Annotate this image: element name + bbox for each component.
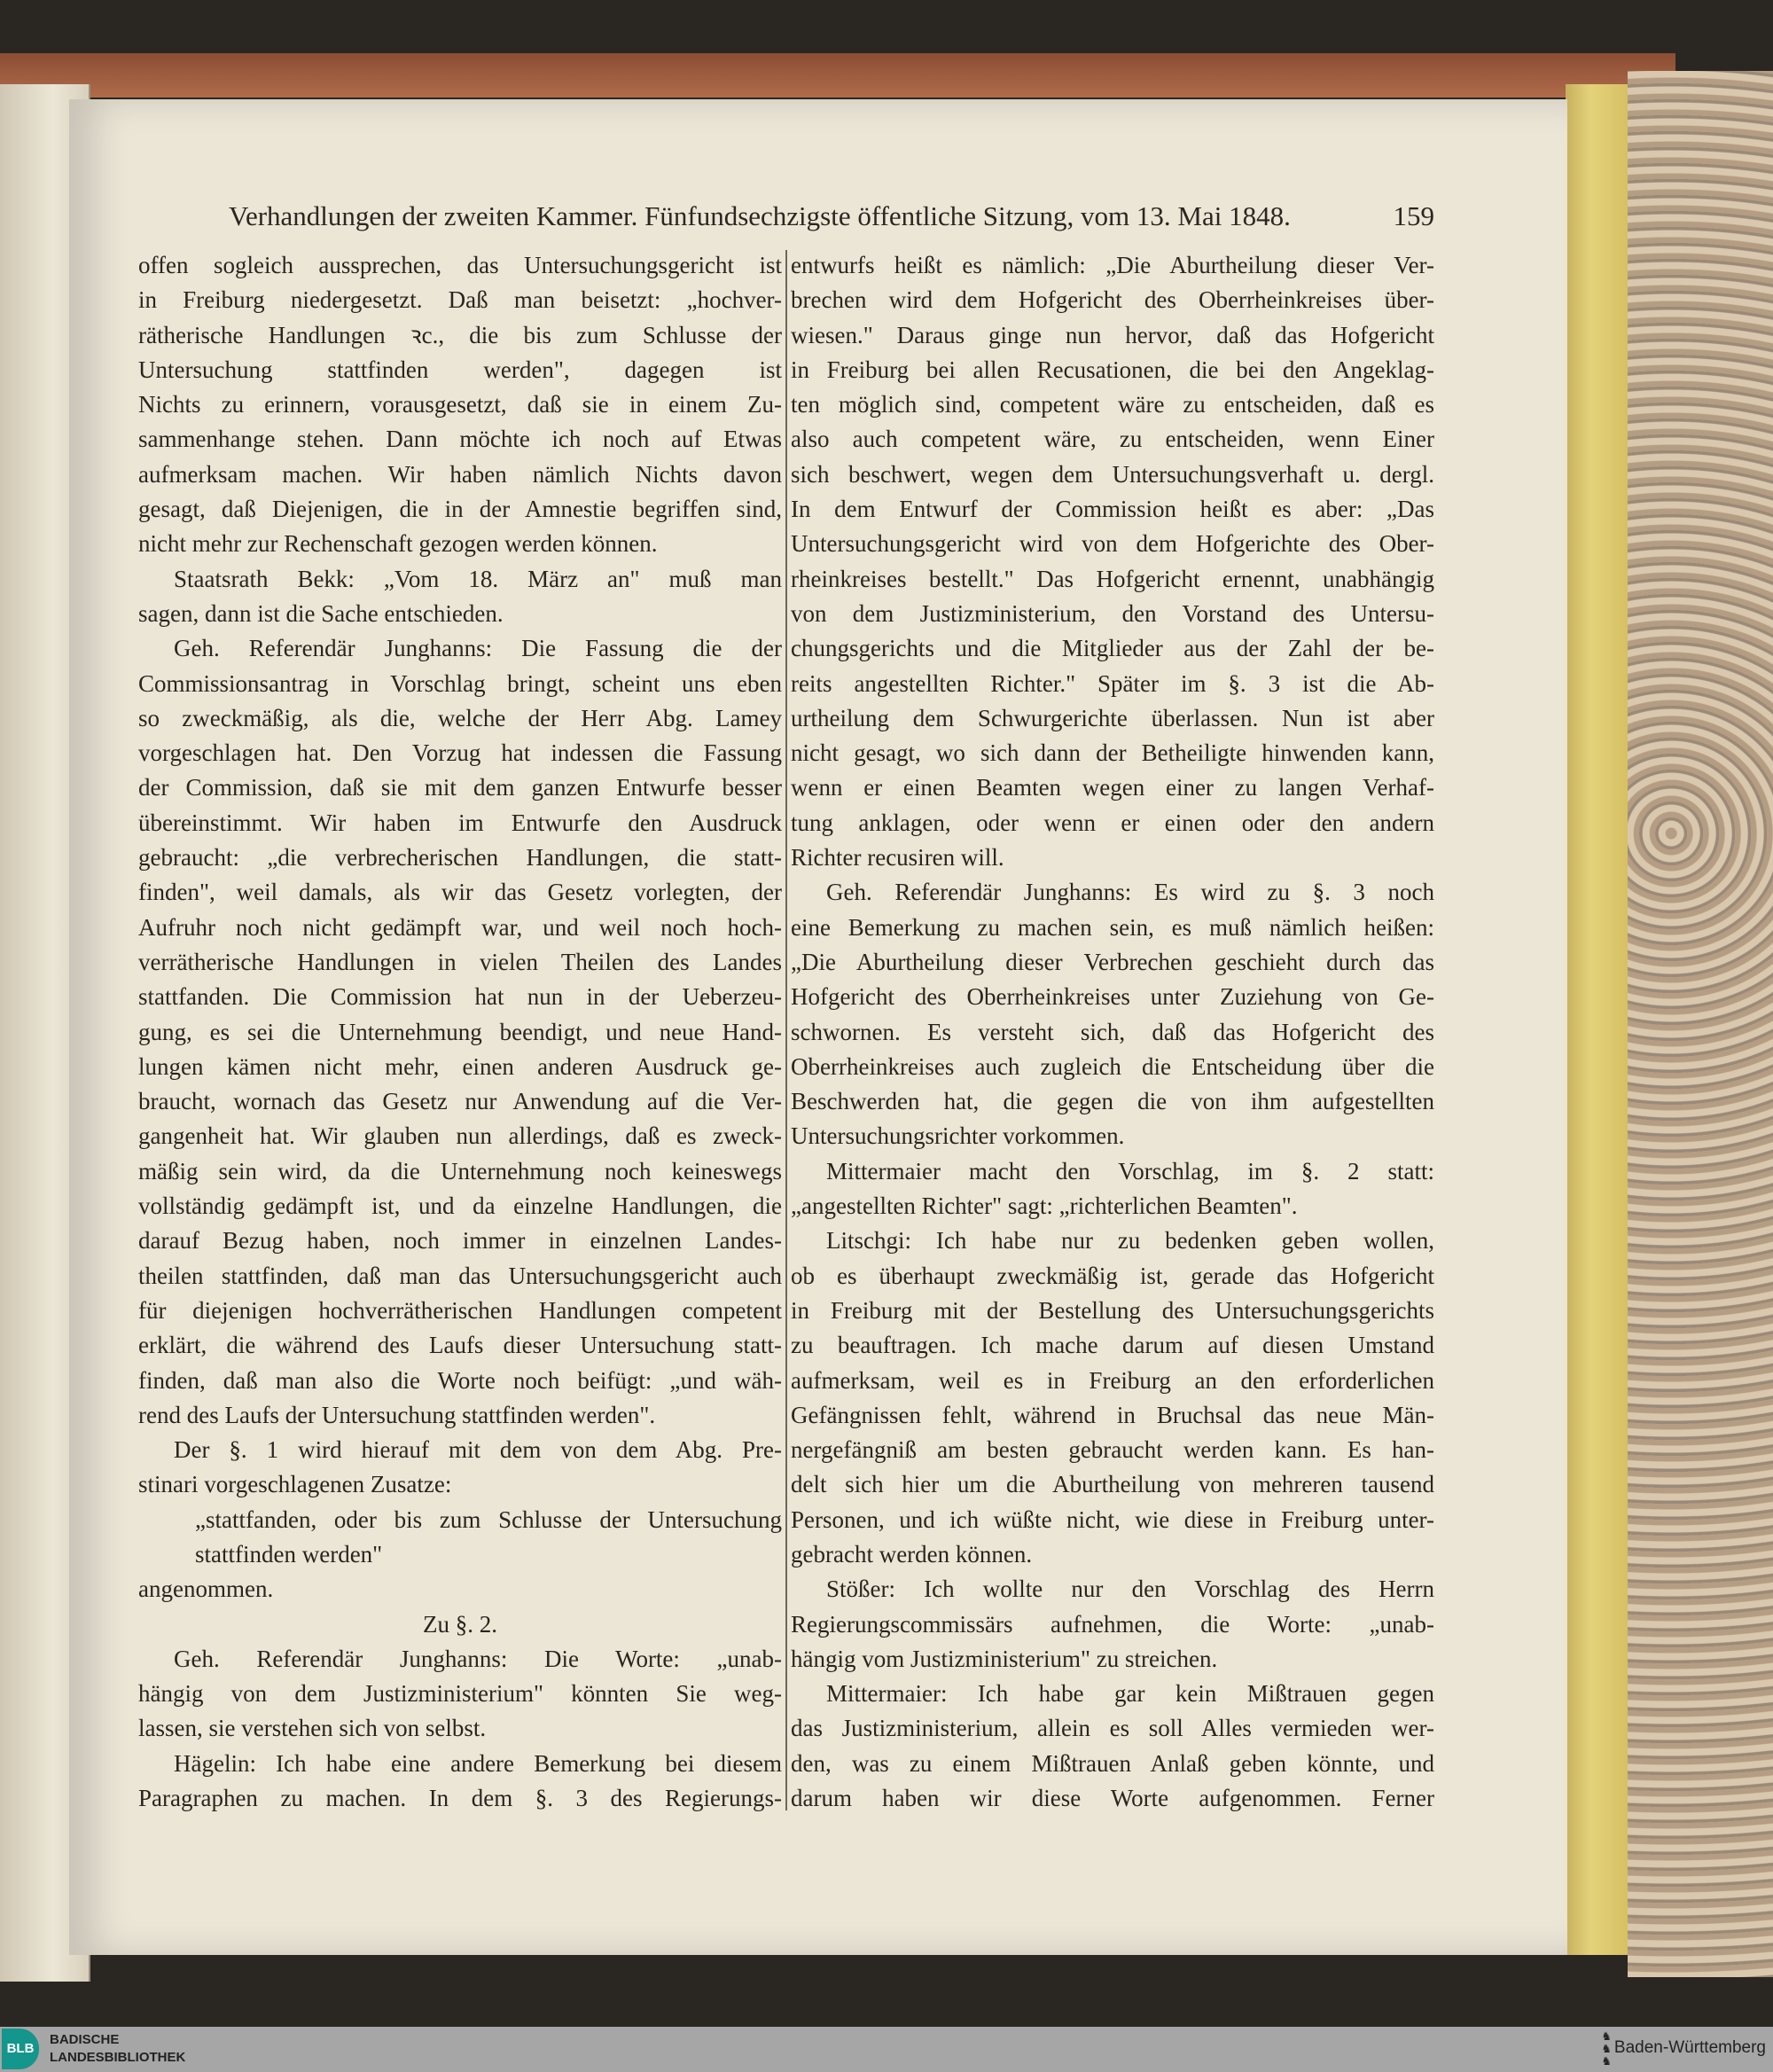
text-line: ten möglich sind, competent wäre zu entscheiden, daß es	[791, 391, 1434, 418]
text-line: finden, daß man also die Worte noch beifügt: „und wäh-	[138, 1366, 782, 1394]
text-line: der Commission, daß sie mit dem ganzen Entwurfe besser	[138, 774, 782, 801]
text-line: hängig von dem Justizministerium" könnten Sie weg-	[138, 1680, 782, 1708]
page-number: 159	[1393, 200, 1434, 231]
text-line: Regierungscommissärs aufnehmen, die Worte: „unab-	[791, 1610, 1434, 1638]
library-name-line2: LANDESBIBLIOTHEK	[50, 2050, 186, 2065]
text-line: Geh. Referendär Junghanns: Die Fassung die der	[174, 635, 782, 662]
text-line: ob es überhaupt zweckmäßig ist, gerade das Hofgericht	[791, 1262, 1434, 1289]
text-line: Staatsrath Bekk: „Vom 18. März an" muß man	[174, 565, 782, 592]
text-line: mäßig sein wird, da die Unternehmung noch keineswegs	[138, 1157, 782, 1185]
text-line: „angestellten Richter" sagt: „richterlichen Beamten".	[791, 1192, 1298, 1220]
text-line: tung anklagen, oder wenn er einen oder den andern	[791, 809, 1434, 836]
text-line: zu beauftragen. Ich mache darum auf diesen Umstand	[791, 1332, 1434, 1359]
text-line: verrätherische Handlungen in vielen Theilen des Landes	[138, 948, 782, 975]
text-line: Litschgi: Ich habe nur zu bedenken geben wollen,	[826, 1227, 1434, 1255]
library-name-line1: BADISCHE	[50, 2032, 120, 2047]
text-line: darauf Bezug haben, noch immer in einzelnen Landes-	[138, 1227, 782, 1255]
text-line: also auch competent wäre, zu entscheiden, wenn Einer	[791, 426, 1434, 453]
blb-logo[interactable]: BLB	[2, 2029, 39, 2069]
column-divider	[785, 250, 787, 1810]
text-line: nicht mehr zur Rechenschaft gezogen werden können.	[138, 530, 658, 558]
text-line: aufmerksam, weil es in Freiburg an den erforderlichen	[791, 1366, 1434, 1394]
text-line: Commissionsantrag in Vorschlag bringt, scheint uns eben	[138, 669, 782, 697]
footer-bar	[0, 2027, 1773, 2072]
text-line: eine Bemerkung zu machen sein, es muß nämlich heißen:	[791, 913, 1434, 941]
state-name[interactable]: Baden-Württemberg	[1613, 2038, 1766, 2057]
text-line: stattfinden werden"	[195, 1540, 383, 1568]
text-line: brechen wird dem Hofgericht des Oberrheinkreises über-	[791, 286, 1434, 314]
text-line: aufmerksam machen. Wir haben nämlich Nichts davon	[138, 460, 782, 488]
text-line: so zweckmäßig, als die, welche der Herr Abg. Lamey	[138, 704, 782, 731]
text-line: lassen, sie verstehen sich von selbst.	[138, 1715, 487, 1742]
text-line: Mittermaier: Ich habe gar kein Mißtrauen gegen	[826, 1680, 1434, 1708]
text-line: Oberrheinkreises auch zugleich die Entscheidung über die	[791, 1052, 1434, 1080]
text-line: lungen kämen nicht mehr, einen anderen Ausdruck ge-	[138, 1052, 782, 1080]
text-line: Geh. Referendär Junghanns: Die Worte: „unab-	[174, 1645, 782, 1672]
text-line: für diejenigen hochverrätherischen Handlungen competent	[138, 1296, 782, 1324]
right-column	[791, 248, 1434, 1816]
left-column	[138, 248, 782, 1816]
text-line: Hägelin: Ich habe eine andere Bemerkung bei diesem	[174, 1749, 782, 1777]
text-line: Personen, und ich wüßte nicht, wie diese in Freiburg unter-	[791, 1505, 1434, 1533]
text-line: In dem Entwurf der Commission heißt es aber: „Das	[791, 496, 1434, 523]
text-line: rheinkreises bestellt." Das Hofgericht ernennt, unabhängig	[791, 565, 1434, 592]
text-line: Untersuchungsrichter vorkommen.	[791, 1122, 1125, 1150]
text-line: das Justizministerium, allein es soll Alles vermieden wer-	[791, 1715, 1434, 1742]
text-line: chungsgerichts und die Mitglieder aus der Zahl der be-	[791, 635, 1434, 662]
text-line: stattfanden. Die Commission hat nun in der Ueberzeu-	[138, 983, 782, 1011]
text-line: übereinstimmt. Wir haben im Entwurfe den Ausdruck	[138, 809, 782, 836]
text-line: gesagt, daß Diejenigen, die in der Amnestie begriffen sind,	[138, 496, 782, 523]
text-line: wenn er einen Beamten wegen einer zu langen Verhaf-	[791, 774, 1434, 801]
text-line: Geh. Referendär Junghanns: Es wird zu §. 3 noch	[826, 879, 1434, 906]
text-line: Nichts zu erinnern, vorausgesetzt, daß sie in einem Zu-	[138, 391, 782, 418]
text-line: angenommen.	[138, 1576, 274, 1603]
text-line: in Freiburg niedergesetzt. Daß man beisetzt: „hochver-	[138, 286, 782, 314]
text-line: von dem Justizministerium, den Vorstand des Untersu-	[791, 599, 1434, 627]
book-spine	[0, 53, 1675, 98]
text-line: gebracht werden können.	[791, 1540, 1033, 1568]
text-line: „Die Aburtheilung dieser Verbrechen geschieht durch das	[791, 948, 1434, 975]
text-line: vorgeschlagen hat. Den Vorzug hat indessen die Fassung	[138, 739, 782, 767]
text-line: urtheilung dem Schwurgerichte überlassen. Nun ist aber	[791, 704, 1434, 731]
text-line: wiesen." Daraus ginge nun hervor, daß das Hofgericht	[791, 321, 1434, 348]
text-line: Hofgericht des Oberrheinkreises unter Zuziehung von Ge-	[791, 983, 1434, 1011]
header-title: Verhandlungen der zweiten Kammer. Fünfundsechzigste öffentliche Sitzung, vom 13. Mai 1848.	[229, 200, 1291, 231]
text-line: offen sogleich aussprechen, das Untersuchungsgericht ist	[138, 252, 782, 278]
text-line: sagen, dann ist die Sache entschieden.	[138, 599, 504, 627]
text-line: Untersuchung stattfinden werden", dagegen ist	[138, 356, 782, 383]
text-line: stinari vorgeschlagenen Zusatze:	[138, 1471, 452, 1498]
text-line: in Freiburg mit der Bestellung des Untersuchungsgerichts	[791, 1296, 1434, 1324]
text-line: gangenheit hat. Wir glauben nun allerdings, daß es zweck-	[138, 1122, 782, 1150]
text-line: Gefängnissen fehlt, während in Bruchsal das neue Män-	[791, 1401, 1434, 1428]
text-line: gung, es sei die Unternehmung beendigt, und neue Hand-	[138, 1018, 782, 1045]
text-line: theilen stattfinden, daß man das Untersuchungsgericht auch	[138, 1262, 782, 1289]
state-lions-icon: ♞ ♞ ♞	[1601, 2029, 1612, 2068]
text-line: schwornen. Es versteht sich, daß das Hofgericht des	[791, 1018, 1434, 1045]
text-line: in Freiburg bei allen Recusationen, die bei den Angeklag-	[791, 356, 1434, 383]
section-heading: Zu §. 2.	[423, 1610, 497, 1638]
text-line: reits angestellten Richter." Später im §. 3 ist die Ab-	[791, 669, 1434, 697]
text-line: Aufruhr noch nicht gedämpft war, und weil noch hoch-	[138, 913, 782, 941]
gilt-page-edges	[1566, 84, 1628, 1955]
text-line: braucht, wornach das Gesetz nur Anwendung auf die Ver-	[138, 1088, 782, 1115]
library-name	[50, 2031, 185, 2067]
text-line: erklärt, die während des Laufs dieser Untersuchung statt-	[138, 1332, 782, 1359]
text-line: rätherische Handlungen ꝛc., die bis zum Schlusse der	[138, 321, 782, 348]
text-line: sich beschwert, wegen dem Untersuchungsverhaft u. dergl.	[791, 460, 1434, 488]
text-line: nicht gesagt, wo sich dann der Betheiligte hinwenden kann,	[791, 739, 1434, 767]
text-line: darum haben wir diese Worte aufgenommen. Ferner	[791, 1785, 1434, 1812]
text-line: Stößer: Ich wollte nur den Vorschlag des Herrn	[826, 1576, 1434, 1603]
text-line: Untersuchungsgericht wird von dem Hofgerichte des Ober-	[791, 530, 1434, 558]
text-line: finden", weil damals, als wir das Gesetz vorlegten, der	[138, 879, 782, 906]
text-line: Richter recusiren will.	[791, 844, 1004, 872]
text-line: entwurfs heißt es nämlich: „Die Aburtheilung dieser Ver-	[791, 252, 1434, 278]
text-line: „stattfanden, oder bis zum Schlusse der Untersuchung	[195, 1505, 782, 1533]
text-line: delt sich hier um die Aburtheilung von mehreren tausend	[791, 1471, 1434, 1498]
text-line: Paragraphen zu machen. In dem §. 3 des Regierungs-	[138, 1785, 782, 1812]
running-header	[229, 200, 1434, 232]
text-line: Beschwerden hat, die gegen die von ihm aufgestellten	[791, 1088, 1434, 1115]
text-line: Der §. 1 wird hierauf mit dem von dem Abg. Pre-	[174, 1436, 782, 1464]
text-line: den, was zu einem Mißtrauen Anlaß geben könnte, und	[791, 1749, 1434, 1777]
text-line: gebraucht: „die verbrecherischen Handlungen, die statt-	[138, 844, 782, 872]
text-line: hängig vom Justizministerium" zu streichen.	[791, 1645, 1218, 1672]
text-line: sammenhange stehen. Dann möchte ich noch auf Etwas	[138, 426, 782, 453]
text-line: Mittermaier macht den Vorschlag, im §. 2 statt:	[826, 1157, 1434, 1185]
text-line: vollständig gedämpft ist, und da einzelne Handlungen, die	[138, 1192, 782, 1220]
text-line: rend des Laufs der Untersuchung stattfinden werden".	[138, 1401, 656, 1428]
text-line: nergefängniß am besten gebraucht werden kann. Es han-	[791, 1436, 1434, 1464]
marbled-cover	[1628, 71, 1773, 1977]
